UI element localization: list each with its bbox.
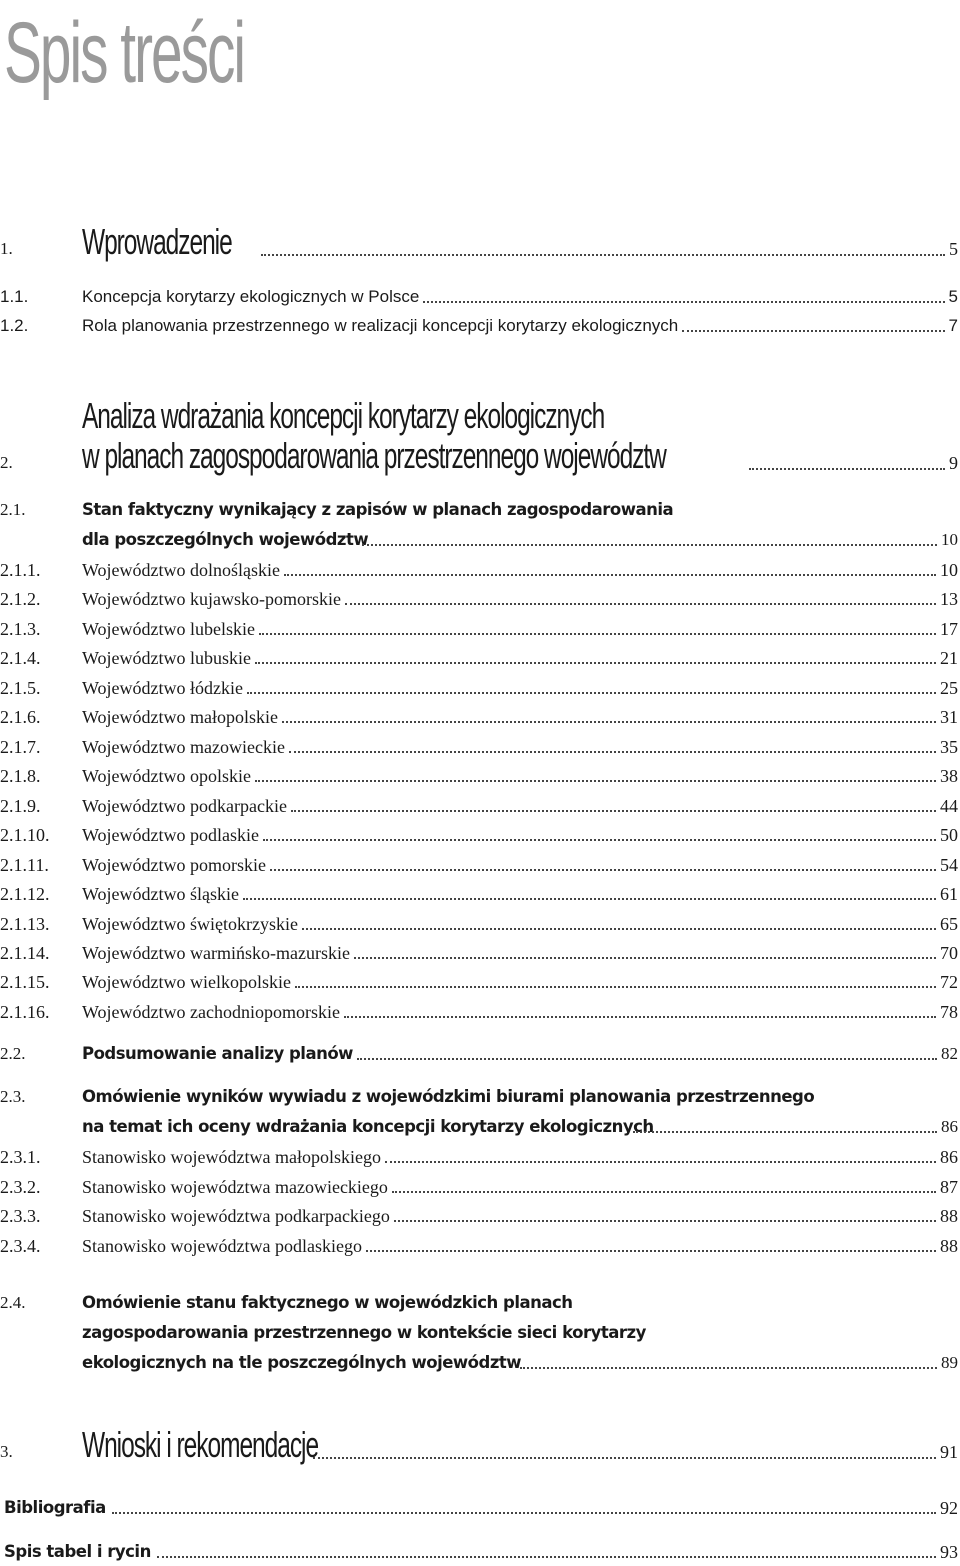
toc-title-line: dla poszczególnych województw — [82, 530, 369, 549]
toc-number: 2.1.16. — [0, 1002, 50, 1022]
toc-title-line: Omówienie wyników wywiadu z wojewódzkimi biurami planowania przestrzennego — [82, 1087, 815, 1106]
toc-number: 2.3.2. — [0, 1177, 41, 1197]
toc-title — [82, 495, 673, 555]
toc-title: Wnioski i rekomendacje — [82, 1424, 319, 1465]
toc-entry-spis-tabel[interactable] — [4, 1540, 958, 1564]
toc-title: Województwo podlaskie — [82, 825, 260, 845]
toc-number: 2.1.5. — [0, 678, 41, 698]
leader-dots — [520, 1367, 937, 1369]
toc-title: Województwo śląskie — [82, 884, 240, 904]
toc-page-number: 13 — [940, 589, 958, 609]
toc-number: 2.1.2. — [0, 589, 41, 609]
toc-entry-2-3-3[interactable] — [0, 1204, 958, 1228]
toc-entry-2-1-14[interactable] — [0, 941, 958, 965]
toc-title: Stanowisko województwa podkarpackiego — [82, 1206, 390, 1226]
toc-title: Województwo małopolskie — [82, 707, 279, 727]
toc-page-number: 91 — [940, 1442, 958, 1462]
toc-number: 2.1.14. — [0, 943, 50, 963]
toc-entry-2-1-8[interactable] — [0, 764, 958, 788]
leader-dots — [270, 869, 936, 871]
toc-title: Rola planowania przestrzennego w realizacji koncepcji korytarzy ekologicznych — [82, 316, 679, 335]
toc-page-number: 17 — [940, 619, 958, 639]
leader-dots — [313, 1457, 936, 1459]
leader-dots — [749, 468, 945, 470]
toc-title — [82, 1288, 646, 1378]
toc-page-number: 70 — [940, 943, 958, 963]
toc-page-number: 65 — [940, 914, 958, 934]
toc-title: Województwo pomorskie — [82, 855, 267, 875]
toc-title-line: zagospodarowania przestrzennego w kontekście sieci korytarzy — [82, 1323, 646, 1342]
toc-page-number: 35 — [940, 737, 958, 757]
toc-number: 2.3.1. — [0, 1147, 41, 1167]
toc-page-number: 86 — [941, 1117, 958, 1136]
leader-dots — [392, 1191, 936, 1193]
toc-page-number: 50 — [940, 825, 958, 845]
toc-entry-2-3[interactable] — [0, 1082, 958, 1142]
toc-page-number: 86 — [940, 1147, 958, 1167]
leader-dots — [362, 544, 937, 546]
leader-dots — [385, 1161, 936, 1163]
toc-number: 2.3.4. — [0, 1236, 41, 1256]
toc-page-number: 89 — [941, 1353, 958, 1372]
leader-dots — [682, 330, 944, 332]
toc-title: Województwo warmińsko-mazurskie — [82, 943, 350, 963]
toc-entry-2-3-4[interactable] — [0, 1234, 958, 1258]
toc-entry-2-1-4[interactable] — [0, 646, 958, 670]
leader-dots — [295, 986, 936, 988]
toc-entry-2-1-9[interactable] — [0, 794, 958, 818]
leader-dots — [259, 633, 936, 635]
toc-entry-2-3-1[interactable] — [0, 1145, 958, 1169]
toc-entry-2-1-12[interactable] — [0, 882, 958, 906]
toc-number: 2.1. — [0, 500, 26, 519]
toc-number: 2.3.3. — [0, 1206, 41, 1226]
toc-number: 2.1.9. — [0, 796, 41, 816]
toc-number: 2. — [0, 453, 13, 472]
leader-dots — [633, 1131, 937, 1133]
toc-entry-chapter-1[interactable] — [0, 222, 958, 262]
leader-dots — [255, 662, 936, 664]
toc-title: Stanowisko województwa mazowieckiego — [82, 1177, 388, 1197]
toc-page-number: 10 — [941, 530, 958, 549]
toc-title: Podsumowanie analizy planów — [82, 1044, 353, 1063]
toc-title: Województwo zachodniopomorskie — [82, 1002, 340, 1022]
toc-entry-2-1-3[interactable] — [0, 617, 958, 641]
toc-number: 2.1.10. — [0, 825, 50, 845]
toc-title — [82, 1082, 814, 1142]
toc-page-number: 87 — [940, 1177, 958, 1197]
leader-dots — [344, 1016, 936, 1018]
toc-page-number: 5 — [948, 287, 958, 306]
toc-title: Bibliografia — [4, 1498, 106, 1517]
toc-page-number: 72 — [940, 972, 958, 992]
toc-number: 2.1.8. — [0, 766, 41, 786]
leader-dots — [157, 1556, 936, 1558]
leader-dots — [263, 839, 936, 841]
toc-number: 2.1.1. — [0, 560, 41, 580]
toc-title-line: Analiza wdrażania koncepcji korytarzy ekologicznych — [82, 395, 605, 436]
toc-page-number: 61 — [940, 884, 958, 904]
toc-number: 2.1.3. — [0, 619, 41, 639]
toc-number: 3. — [0, 1442, 13, 1461]
toc-entry-2-1-6[interactable] — [0, 705, 958, 729]
toc-number: 2.1.4. — [0, 648, 41, 668]
leader-dots — [289, 751, 936, 753]
toc-entry-1-2[interactable] — [0, 314, 958, 338]
toc-title: Stanowisko województwa podlaskiego — [82, 1236, 362, 1256]
toc-number: 1.2. — [0, 316, 29, 335]
toc-number: 2.1.13. — [0, 914, 50, 934]
toc-number: 1. — [0, 239, 13, 258]
leader-dots — [302, 928, 936, 930]
toc-page-number: 88 — [940, 1236, 958, 1256]
toc-page-number: 93 — [940, 1542, 958, 1562]
leader-dots — [247, 692, 936, 694]
toc-page-number: 7 — [948, 316, 958, 335]
leader-dots — [394, 1220, 936, 1222]
toc-page-number: 38 — [940, 766, 958, 786]
toc-page-number: 31 — [940, 707, 958, 727]
toc-title — [82, 396, 666, 476]
leader-dots — [357, 1058, 937, 1060]
leader-dots — [255, 780, 936, 782]
toc-entry-2-1-15[interactable] — [0, 970, 958, 994]
toc-entry-2-1-5[interactable] — [0, 676, 958, 700]
toc-entry-2-1-7[interactable] — [0, 735, 958, 759]
toc-title-line: Omówienie stanu faktycznego w wojewódzkich planach — [82, 1293, 573, 1312]
toc-entry-chapter-2[interactable] — [0, 396, 958, 476]
toc-title: Województwo lubuskie — [82, 648, 252, 668]
toc-number: 2.1.7. — [0, 737, 41, 757]
toc-number: 2.2. — [0, 1044, 26, 1063]
toc-entry-chapter-3[interactable] — [0, 1425, 958, 1465]
leader-dots — [354, 957, 936, 959]
leader-dots — [291, 810, 936, 812]
toc-title-line: ekologicznych na tle poszczególnych województw — [82, 1353, 522, 1372]
toc-title: Województwo świętokrzyskie — [82, 914, 298, 934]
toc-title-line: w planach zagospodarowania przestrzennego województw — [82, 435, 666, 476]
toc-title: Województwo łódzkie — [82, 678, 244, 698]
toc-page-number: 54 — [940, 855, 958, 875]
toc-entry-bibliografia[interactable] — [4, 1496, 958, 1520]
toc-number: 2.1.15. — [0, 972, 50, 992]
toc-title: Województwo dolnośląskie — [82, 560, 281, 580]
leader-dots — [261, 254, 945, 256]
toc-page-number: 10 — [940, 560, 958, 580]
toc-title: Województwo mazowieckie — [82, 737, 285, 757]
toc-entry-2-1-13[interactable] — [0, 912, 958, 936]
toc-title: Województwo opolskie — [82, 766, 252, 786]
toc-title: Spis tabel i rycin — [4, 1542, 151, 1561]
leader-dots — [243, 898, 936, 900]
toc-page-number: 9 — [949, 453, 958, 473]
toc-entry-2-1-1[interactable] — [0, 558, 958, 582]
page-title: Spis treści — [4, 5, 245, 101]
toc-entry-2-1-2[interactable] — [0, 587, 958, 611]
toc-page-number: 88 — [940, 1206, 958, 1226]
toc-title: Wprowadzenie — [82, 221, 232, 262]
toc-title: Województwo wielkopolskie — [82, 972, 292, 992]
leader-dots — [345, 603, 936, 605]
toc-entry-2-1[interactable] — [0, 495, 958, 555]
toc-number: 2.1.11. — [0, 855, 49, 875]
toc-title-line: Stan faktyczny wynikający z zapisów w planach zagospodarowania — [82, 500, 674, 519]
toc-page-number: 25 — [940, 678, 958, 698]
toc-entry-2-1-16[interactable] — [0, 1000, 958, 1024]
toc-title-line: na temat ich oceny wdrażania koncepcji korytarzy ekologicznych — [82, 1117, 654, 1136]
toc-number: 1.1. — [0, 287, 29, 306]
toc-number: 2.3. — [0, 1087, 26, 1106]
toc-entry-2-2[interactable] — [0, 1039, 958, 1069]
toc-number: 2.1.6. — [0, 707, 41, 727]
leader-dots — [366, 1250, 936, 1252]
toc-page-number: 78 — [940, 1002, 958, 1022]
toc-number: 2.4. — [0, 1293, 26, 1312]
toc-entry-2-1-11[interactable] — [0, 853, 958, 877]
toc-entry-2-4[interactable] — [0, 1288, 958, 1378]
toc-entry-1-1[interactable] — [0, 285, 958, 309]
toc-title: Województwo podkarpackie — [82, 796, 287, 816]
toc-title: Stanowisko województwa małopolskiego — [82, 1147, 381, 1167]
toc-entry-2-1-10[interactable] — [0, 823, 958, 847]
leader-dots — [423, 301, 944, 303]
toc-page-number: 44 — [940, 796, 958, 816]
toc-page-number: 5 — [949, 239, 958, 259]
toc-page-number: 82 — [941, 1044, 958, 1063]
leader-dots — [284, 574, 936, 576]
toc-entry-2-3-2[interactable] — [0, 1175, 958, 1199]
toc-title: Województwo kujawsko-pomorskie — [82, 589, 342, 609]
leader-dots — [282, 721, 936, 723]
toc-page-number: 92 — [940, 1498, 958, 1518]
leader-dots — [112, 1512, 936, 1514]
toc-title: Województwo lubelskie — [82, 619, 256, 639]
toc-title: Koncepcja korytarzy ekologicznych w Polsce — [82, 287, 420, 306]
toc-page-number: 21 — [940, 648, 958, 668]
toc-number: 2.1.12. — [0, 884, 50, 904]
